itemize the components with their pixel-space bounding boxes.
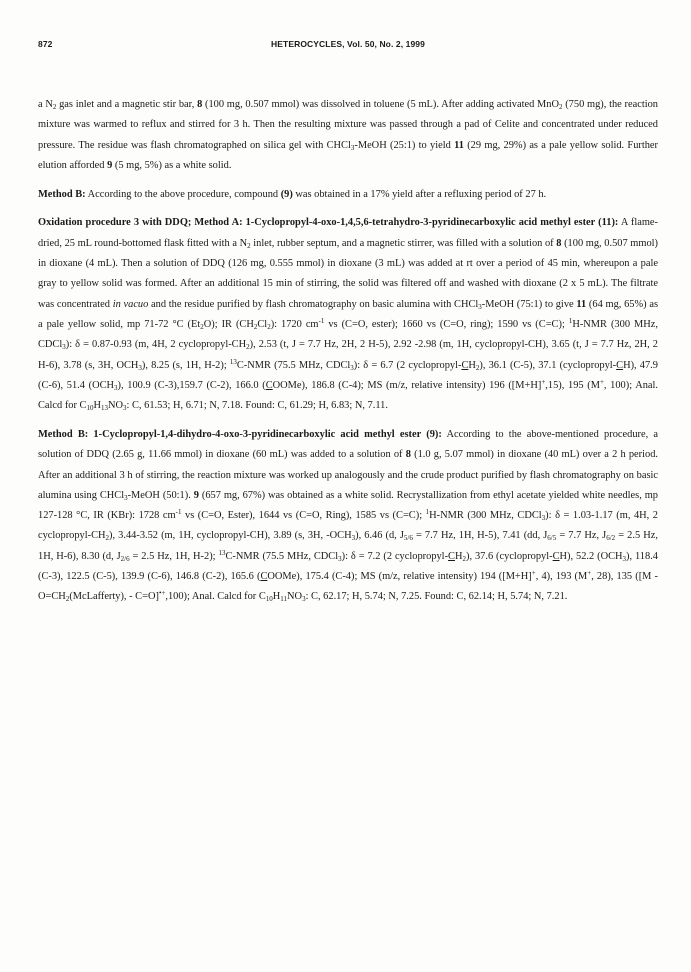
page-header (38, 39, 658, 55)
compound-ref: 8 (405, 449, 411, 461)
compound-ref: 8 (197, 99, 203, 110)
article-body (38, 95, 658, 616)
paragraph-ddq-method-a: Oxidation procedure 3 with DDQ; Method A: 1-Cyclopropyl-4-oxo-1,4,5,6-tetrahydro-3-pyridinecarboxylic acid methyl ester (11): A flame-dried, 25 mL round-bottomed flask fitted with a $N_2$ inlet, rubber septum, and a magnetic stirrer, was filled with a solution of 8 (100 mg, 0.507 mmol) in dioxane (4 mL). Then a solution of DDQ (126 mg, 0.555 mmol) in dioxane (3 mL) was added at rt over a period of 45 min, whereupon a pale gray to yellow solid was formed. After an additional 15 min of stirring, the solid was filtered off and washed with dioxane (2 x 5 mL). The filtrate was concentrated in vacuo and the residue purified by flash chromatography on basic alumina with CHCl$_3$-MeOH (75:1) to give 11 (64 mg, 65%) as a pale yellow solid, mp 71-72 °C $(Et_2O)$; IR $(CH_2Cl_2)$: 1720 $cm^{-1}$ vs (C=O, ester); 1660 vs (C=O, ring); 1590 vs (C=C); $^1$H-NMR (300 MHz, CDCl$_3$): δ = 0.87-0.93 (m, 4H, 2 cyclopropyl-$CH_2$), 2.53 (t, J = 7.7 Hz, 2H, 2 H-5), 2.92 -2.98 (m, 1H, cyclopropyl-CH), 3.65 (t, J = 7.7 Hz, 2H, 2 H-6), 3.78 (s, 3H, $OCH_3$), 8.25 (s, 1H, H-2); $^{13}$C-NMR (75.5 MHz, CDCl$_3$): δ = 6.7 (2 cyclopropyl-$CH_2$), 36.1 (C-5), 37.1 (cyclopropyl-CH), 47.9 (C-6), 51.4 $(OCH_3)$, 100.9 (C-3),159.7 (C-2), 166.0 (COOMe), 186.8 (C-4); MS (m/z, relative intensity) 196 ([M+H]+,15), 195 (M+, 100); Anal. Calcd for $C_{10}H_{13}NO_3$: C, 61.53; H, 6.71; N, 7.18. Found: C, 61.29; H, 6.83; N, 7.11. (38, 217, 659, 413)
compound-ref: 9 (193, 489, 199, 501)
page-number: 872 (38, 39, 53, 49)
compound-ref: 11 (576, 298, 587, 310)
compound-ref: 9 (107, 159, 113, 171)
procedure-title: Oxidation procedure 3 with DDQ; Method A: 1-Cyclopropyl-4-oxo-1,4,5,6-tetrahydro-3-pyridinecarboxylic acid methyl ester (11): (38, 217, 619, 229)
running-head: HETEROCYCLES, Vol. 50, No. 2, 1999 (271, 39, 425, 49)
procedure-title: Method B: 1-Cyclopropyl-1,4-dihydro-4-oxo-3-pyridinecarboxylic acid methyl ester (9): (38, 428, 442, 440)
compound-ref: 8 (556, 237, 562, 249)
paragraph-method-b-mno2: Method B: According to the above procedure, compound (9) was obtained in a 17% yield after a refluxing period of 27 h. (38, 188, 547, 200)
method-label: Method B: (38, 188, 86, 200)
paragraph-ddq-method-b: Method B: 1-Cyclopropyl-1,4-dihydro-4-oxo-3-pyridinecarboxylic acid methyl ester (9): According to the above-mentioned procedure, a solution of DDQ (2.65 g, 11.66 mmol) in dioxane (60 mL) was added to a solution of 8 (1.0 g, 5.07 mmol) in dioxane (40 mL) over a 2 h period. After an additional 3 h of stirring, the reaction mixture was worked up analogously and the crude product purified by flash chromatography on basic alumina using CHCl$_3$-MeOH (50:1). 9 (657 mg, 67%) was obtained as a white solid. Recrystallization from ethyl acetate yielded white needles, mp 127-128 °C, IR (KBr): 1728 $cm^{-1}$ vs (C=O, Ester), 1644 vs (C=O, Ring), 1585 vs (C=C); $^1$H-NMR (300 MHz, CDCl$_3$): δ = 1.03-1.17 (m, 4H, 2 cyclopropyl-$CH_2$), 3.44-3.52 (m, 1H, cyclopropyl-CH), 3.89 (s, 3H, $-OCH_3$), 6.46 (d, $J_{5/6} = 7.7$ Hz, 1H, H-5), 7.41 (dd, $J_{6/5} = 7.7$ Hz, $J_{6/2} = 2.5$ Hz, 1H, H-6), 8.30 (d, $J_{2/6} = 2.5$ Hz, 1H, H-2); $^{13}$C-NMR (75.5 MHz, CDCl$_3$): δ = 7.2 (2 cyclopropyl-$CH_2$), 37.6 (cyclopropyl-CH), 52.2 $(OCH_3)$, 118.4 (C-3), 122.5 (C-5), 139.9 (C-6), 146.8 (C-2), 165.6 (COOMe), 175.4 (C-4); MS (m/z, relative intensity) 194 ([M+H]+, 4), 193 (M+, 28), 135 ([$M - O=CH_2(McLafferty)$, - C=O]•+,100); Anal. Calcd for $C_{10}H_{11}NO_3$: C, 62.17; H, 5.74; N, 7.25. Found: C, 62.14; H, 5.74; N, 7.21. (38, 428, 659, 604)
compound-ref: (9) (280, 188, 293, 200)
compound-ref: 11 (454, 139, 464, 151)
paragraph-continued-procedure: a $N_2$ gas inlet and a magnetic stir bar, 8 (100 mg, 0.507 mmol) was dissolved in toluene (5 mL). After adding activated MnO$_2$ (750 mg), the reaction mixture was warmed to reflux and stirred for 3 h. Then the resulting mixture was passed through a pad of Celite and concentrated under reduced pressure. The residue was flash chromatographed on silica gel with CHCl$_3$-MeOH (25:1) to yield 11 (29 mg, 29%) as a pale yellow solid. Further elution afforded 9 (5 mg, 5%) as a white solid. (38, 99, 659, 171)
